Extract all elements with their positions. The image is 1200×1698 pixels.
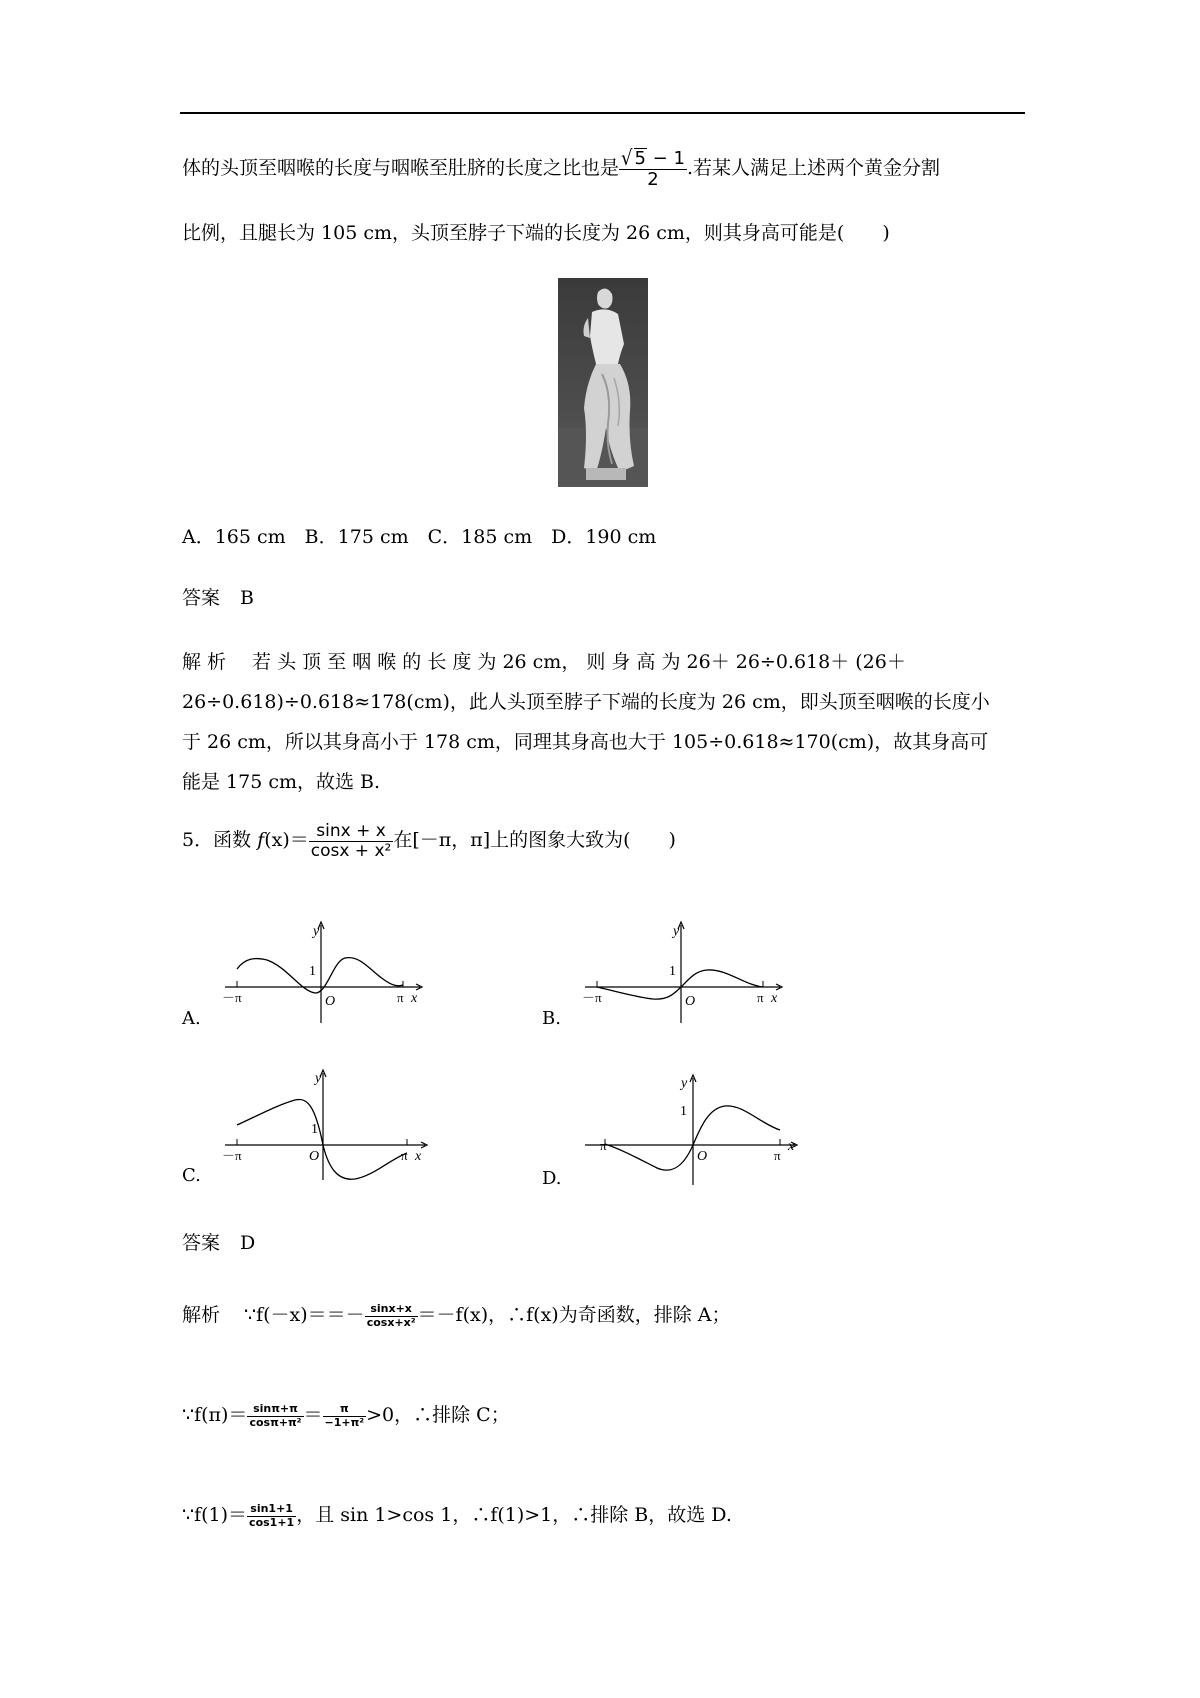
sol1-den: cosx+x² <box>366 1316 416 1329</box>
y-label: y <box>673 924 680 939</box>
solution-label: 解 析 <box>182 651 227 673</box>
graph-d-label: D. <box>542 1168 562 1189</box>
golden-ratio-fraction: $\frac{√ 5 - 1}{2}$ <box>621 146 685 190</box>
sol2-fraction2 <box>323 1403 367 1429</box>
ratio-radicand: 5 <box>634 148 646 169</box>
q4-solution-line4: 能是 175 cm，故选 B. <box>182 771 381 793</box>
graph-c-label: C. <box>182 1165 201 1186</box>
q5-fname: f <box>257 829 265 852</box>
sol1-pre: ∵f(－x)＝＝－ <box>244 1304 365 1326</box>
graph-a-label: A. <box>182 1008 201 1029</box>
y-label: y <box>313 924 320 939</box>
q4-line1 <box>182 148 940 190</box>
sol3-den: cos1+1 <box>249 1516 295 1529</box>
q4-answer <box>182 583 254 610</box>
one-label: 1 <box>311 1122 318 1137</box>
pi-label: π <box>774 1148 781 1163</box>
graph-d <box>575 1070 805 1190</box>
pi-ticks <box>237 981 403 987</box>
sol2-num1: sinπ+π <box>247 1403 303 1417</box>
solution-label: 解析 <box>182 1304 221 1326</box>
q4-solution-line2: 26÷0.618)÷0.618≈178(cm)，此人头顶至脖子下端的长度为 26 cm，即头顶至咽喉的长度小 <box>182 691 990 713</box>
neg-pi-label: －π <box>222 990 242 1005</box>
graph-b-label: B. <box>542 1008 561 1029</box>
q5-answer <box>182 1228 255 1255</box>
one-label: 1 <box>669 964 676 979</box>
origin-label: O <box>309 1149 320 1164</box>
sol2-pre: ∵f(π)＝ <box>182 1404 248 1426</box>
q5-function-fraction <box>309 822 394 860</box>
sol3-fraction <box>247 1503 296 1529</box>
sol2-post: >0，∴排除 C； <box>366 1404 510 1426</box>
x-label: x <box>411 991 418 1006</box>
curve <box>237 958 403 993</box>
origin-label: O <box>697 1149 708 1164</box>
q5-solution-line2 <box>182 1400 510 1429</box>
y-label: y <box>315 1071 322 1086</box>
q4-solution-line3: 于 26 cm，所以其身高小于 178 cm，同理其身高也大于 105÷0.618≈170(cm)，故其身高可 <box>182 731 989 753</box>
sol1-post: ＝－f(x)，∴f(x)为奇函数，排除 A； <box>417 1304 731 1326</box>
q4-options: A．165 cm B．175 cm C．185 cm D．190 cm <box>182 526 657 548</box>
q5-number: 5．函数 <box>182 829 258 852</box>
curve <box>237 1099 407 1179</box>
sol3-pre: ∵f(1)＝ <box>182 1504 248 1526</box>
graph-c <box>215 1065 435 1185</box>
ratio-denominator: 2 <box>647 168 659 190</box>
neg-pi-label: －π <box>587 1138 607 1153</box>
y-label: y <box>681 1076 688 1091</box>
one-label: 1 <box>680 1104 687 1119</box>
q5-stem <box>182 822 676 860</box>
pi-label: π <box>757 990 764 1005</box>
graph-a <box>215 915 430 1030</box>
venus-de-milo-statue-image <box>558 278 648 487</box>
x-label: x <box>788 1139 795 1154</box>
q5-frac-den: cosx + x² <box>310 840 392 861</box>
curve <box>597 970 763 999</box>
ratio-num-tail: − 1 <box>646 148 685 169</box>
one-label: 1 <box>309 964 316 979</box>
q5-farg: (x)＝ <box>264 829 309 852</box>
answer-value: B <box>240 587 254 609</box>
q4-line1-post: .若某人满足上述两个黄金分割 <box>686 156 940 179</box>
sol1-fraction <box>365 1303 418 1329</box>
neg-pi-label: －π <box>222 1148 242 1163</box>
q4-line2: 比例，且腿长为 105 cm，头顶至脖子下端的长度为 26 cm，则其身高可能是( ) <box>182 222 890 244</box>
sol2-num2: π <box>323 1403 367 1417</box>
solution-text: 若 头 顶 至 咽 喉 的 长 度 为 26 cm， 则 身 高 为 26＋ 26÷0.618＋ (26＋ <box>252 651 906 673</box>
x-label: x <box>771 991 778 1006</box>
q4-solution-line1 <box>182 647 906 674</box>
sol2-den1: cosπ+π² <box>249 1416 302 1429</box>
sol3-num: sin1+1 <box>247 1503 296 1517</box>
q5-solution-line3 <box>182 1500 732 1529</box>
pi-ticks <box>597 981 763 987</box>
q5-solution-line1 <box>182 1300 730 1329</box>
sol3-post: ，且 sin 1>cos 1，∴f(1)>1，∴排除 B，故选 D. <box>296 1504 732 1526</box>
sol2-eq: ＝ <box>303 1404 323 1426</box>
origin-label: O <box>325 994 336 1009</box>
x-label: x <box>415 1149 422 1164</box>
q5-stem-post: 在[－π，π]上的图象大致为( ) <box>393 829 676 852</box>
pi-label: π <box>397 990 404 1005</box>
sol2-fraction1 <box>247 1403 303 1429</box>
sol2-den2: −1+π² <box>324 1416 365 1429</box>
answer-value: D <box>240 1232 256 1254</box>
sol1-num: sinx+x <box>365 1303 418 1317</box>
pi-label: π <box>401 1148 408 1163</box>
answer-label: 答案 <box>182 1232 221 1254</box>
neg-pi-label: －π <box>582 990 602 1005</box>
graph-b <box>575 915 790 1030</box>
answer-label: 答案 <box>182 587 221 609</box>
header-rule <box>180 112 1025 114</box>
q5-frac-num: sinx + x <box>309 822 394 842</box>
q4-line1-text: 体的头顶至咽喉的长度与咽喉至肚脐的长度之比也是 <box>182 156 620 179</box>
origin-label: O <box>685 994 696 1009</box>
